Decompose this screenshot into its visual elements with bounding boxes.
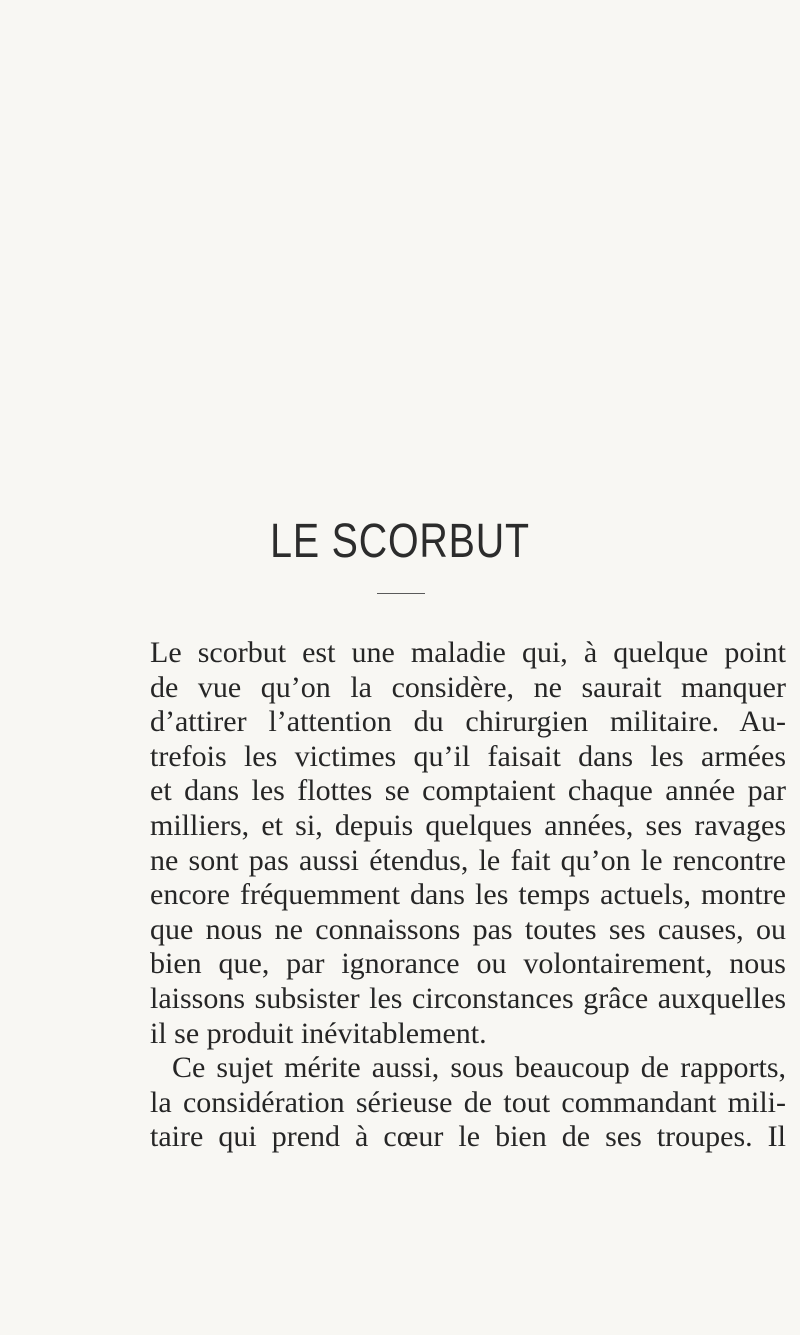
text-line: ne sont pas aussi étendus, le fait qu’on le rencontre: [150, 843, 786, 877]
body-paragraph: [150, 636, 786, 1155]
text-line: bien que, par ignorance ou volontairement, nous: [150, 947, 786, 981]
text-line: il se produit inévitablement.: [150, 1016, 487, 1050]
text-line: milliers, et si, depuis quelques années, ses ravages: [150, 808, 786, 842]
title-divider: [377, 593, 425, 594]
text-line: de vue qu’on la considère, ne saurait manquer: [150, 670, 786, 704]
text-line: trefois les victimes qu’il faisait dans les armées: [150, 739, 786, 773]
page-title: LE SCORBUT: [270, 515, 530, 568]
text-line: que nous ne connaissons pas toutes ses causes, ou: [150, 912, 786, 946]
text-line: encore fréquemment dans les temps actuels, montre: [150, 878, 786, 912]
text-line: laissons subsister les circonstances grâce auxquelles: [150, 981, 786, 1015]
text-line: Ce sujet mérite aussi, sous beaucoup de rapports,: [172, 1051, 786, 1085]
text-line: Le scorbut est une maladie qui, à quelque point: [150, 636, 786, 669]
text-line: la considération sérieuse de tout commandant mili-: [150, 1085, 786, 1119]
text-line: et dans les flottes se comptaient chaque année par: [150, 774, 786, 808]
text-line: d’attirer l’attention du chirurgien militaire. Au-: [150, 705, 786, 739]
text-line: taire qui prend à cœur le bien de ses troupes. Il: [150, 1120, 786, 1154]
